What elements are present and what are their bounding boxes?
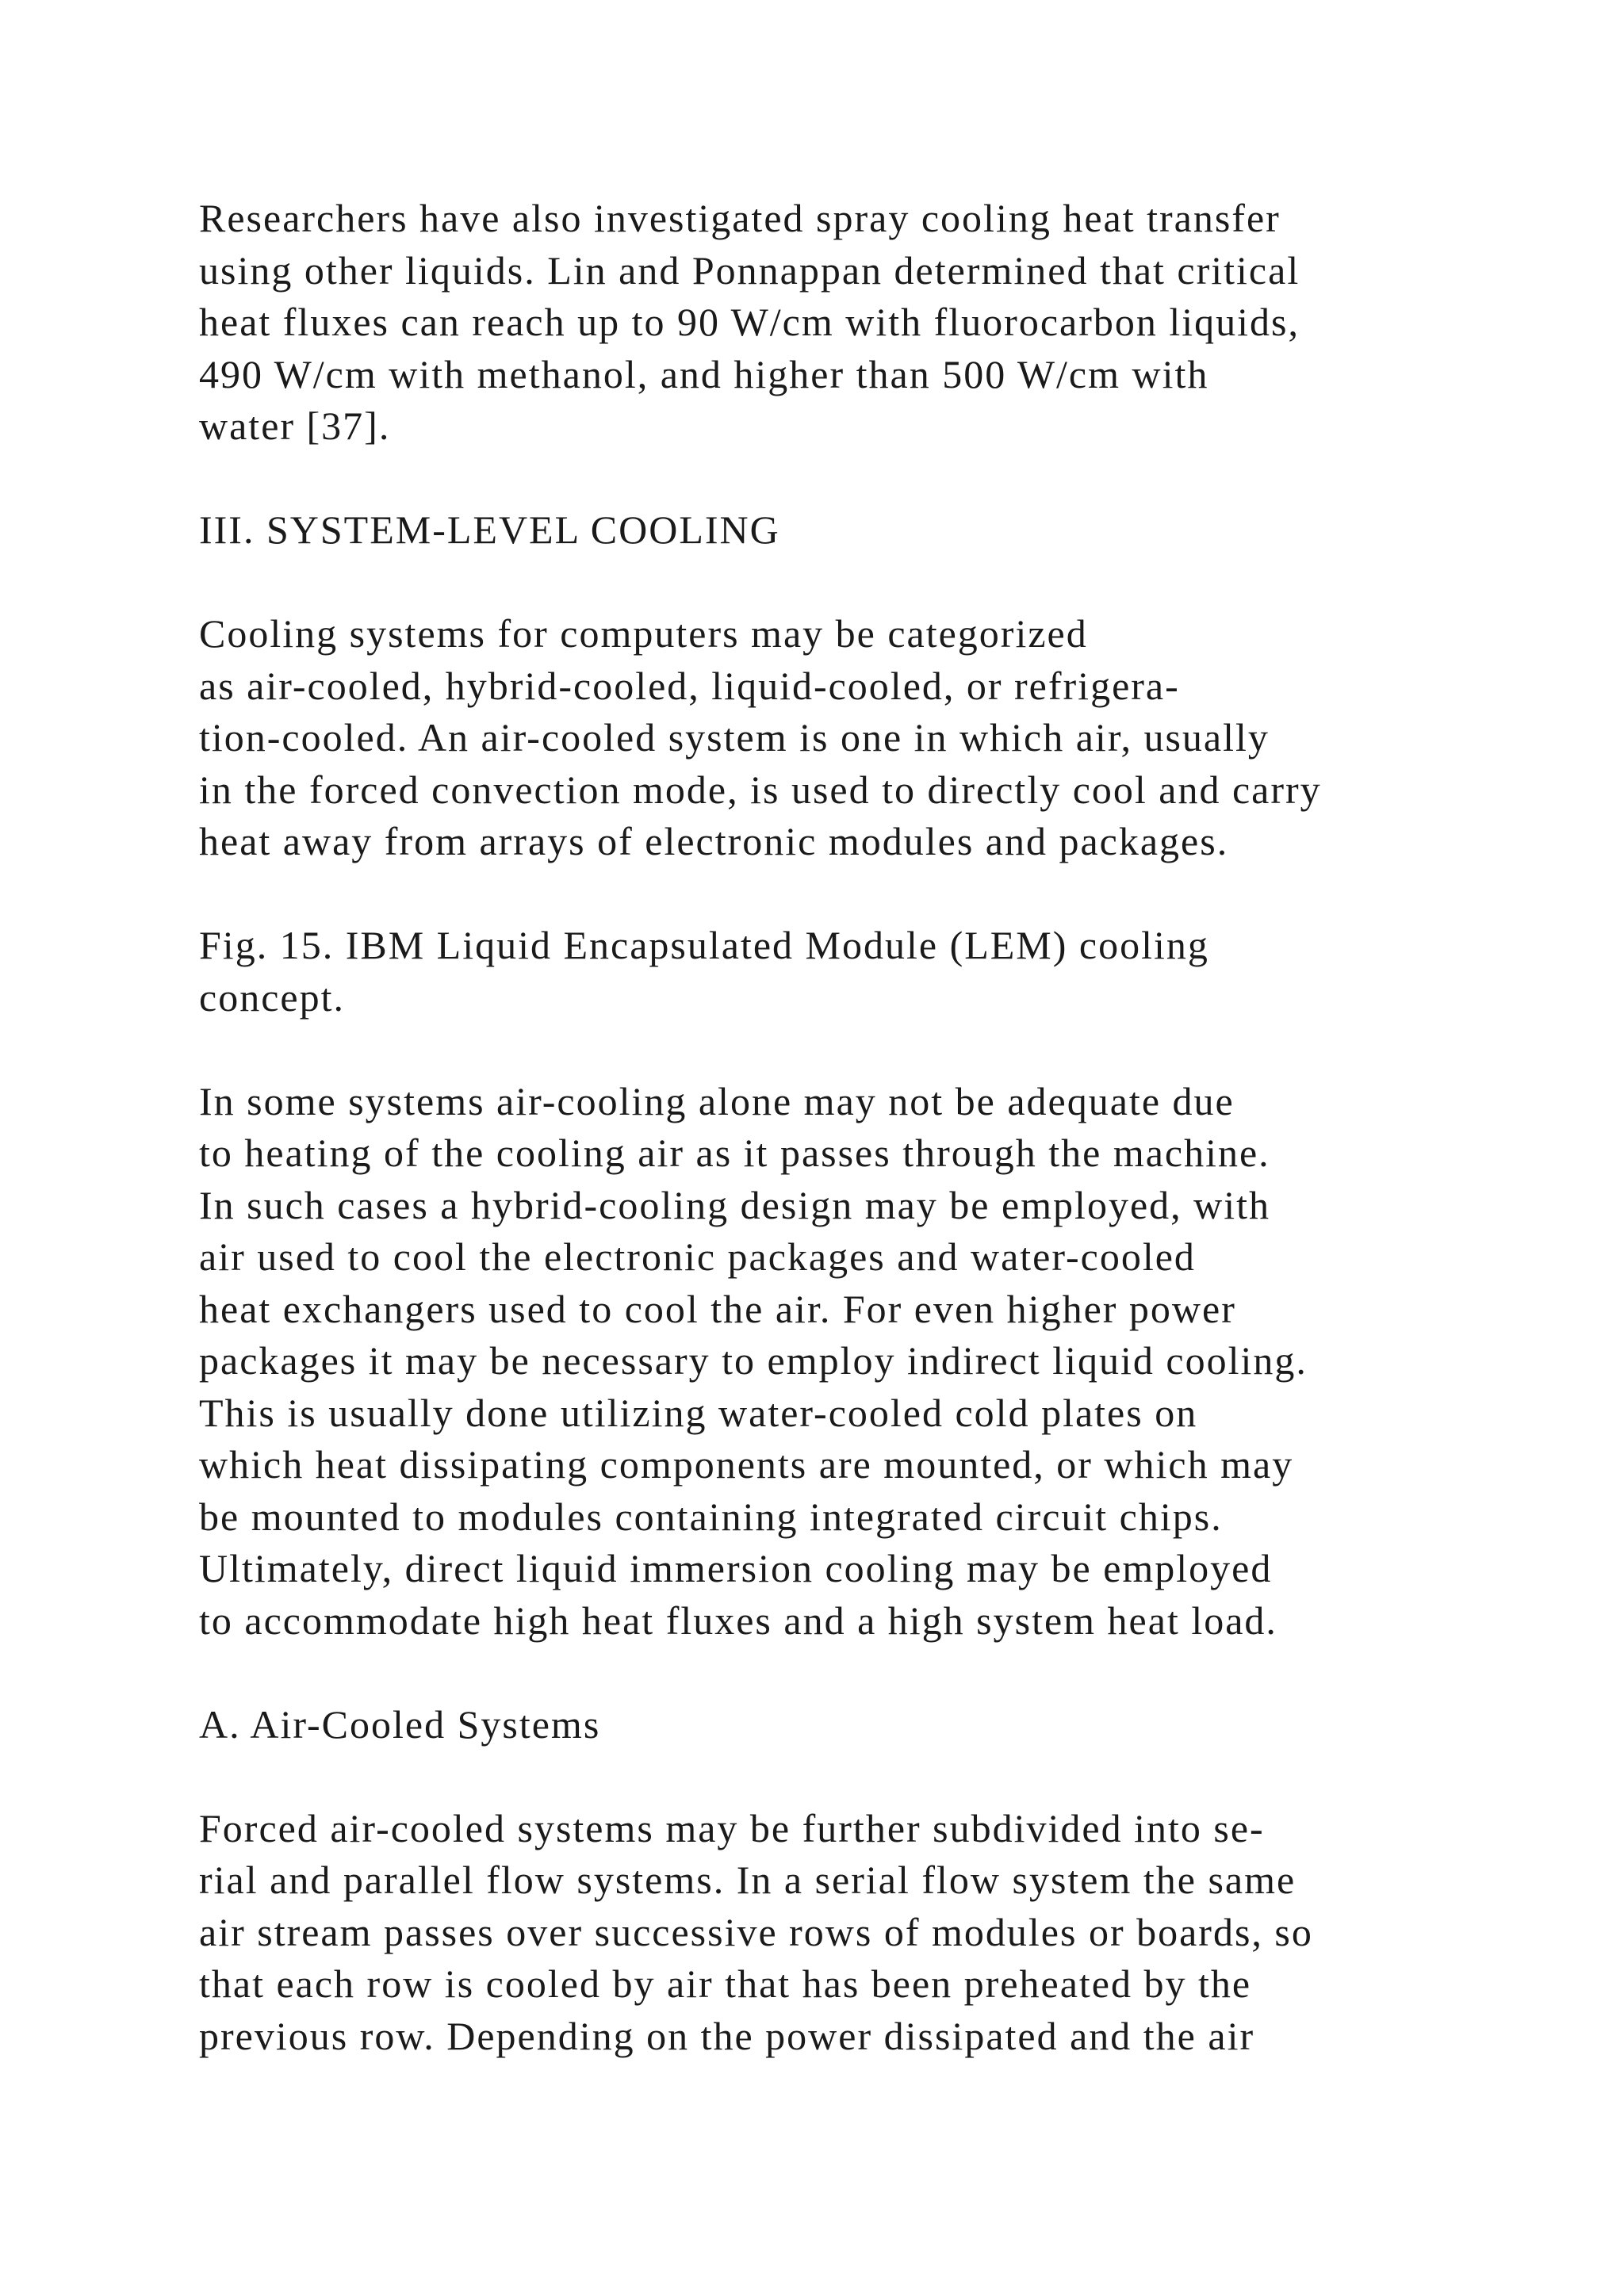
- caption-line: Fig. 15. IBM Liquid Encapsulated Module (LEM) cooling: [199, 923, 1209, 967]
- text-line: air used to cool the electronic packages and water-cooled: [199, 1234, 1196, 1279]
- text-line: air stream passes over successive rows of modules or boards, so: [199, 1909, 1313, 1954]
- document-page: [199, 193, 1595, 2114]
- text-line: using other liquids. Lin and Ponnappan determined that critical: [199, 247, 1300, 293]
- text-line: tion-cooled. An air-cooled system is one in which air, usually: [199, 715, 1270, 760]
- section-heading-system-level-cooling: [199, 504, 1595, 557]
- text-line: packages it may be necessary to employ indirect liquid cooling.: [199, 1338, 1308, 1383]
- text-line: as air-cooled, hybrid-cooled, liquid-cooled, or refrigera-: [199, 663, 1180, 708]
- section-heading-air-cooled-systems: [199, 1699, 1595, 1751]
- paragraph-cooling-categories: [199, 608, 1595, 868]
- text-line: rial and parallel flow systems. In a serial flow system the same: [199, 1858, 1297, 1902]
- figure-caption-15: [199, 920, 1595, 1024]
- text-line: Forced air-cooled systems may be further subdivided into se-: [199, 1805, 1265, 1850]
- text-line: This is usually done utilizing water-cooled cold plates on: [199, 1390, 1198, 1435]
- heading-text: A. Air-Cooled Systems: [199, 1701, 601, 1747]
- text-line: heat exchangers used to cool the air. For even higher power: [199, 1286, 1236, 1331]
- text-line: that each row is cooled by air that has been preheated by the: [199, 1961, 1252, 2006]
- text-line: Ultimately, direct liquid immersion cooling may be employed: [199, 1546, 1273, 1590]
- paragraph-hybrid-cooling: [199, 1076, 1595, 1647]
- text-line: Cooling systems for computers may be categorized: [199, 611, 1088, 656]
- text-line: In some systems air-cooling alone may not be adequate due: [199, 1078, 1235, 1123]
- text-line: heat fluxes can reach up to 90 W/cm with fluorocarbon liquids,: [199, 300, 1300, 344]
- text-line: heat away from arrays of electronic modules and packages.: [199, 819, 1229, 863]
- paragraph-spray-cooling: [199, 193, 1595, 453]
- caption-line: concept.: [199, 974, 345, 1020]
- paragraph-forced-air: [199, 1803, 1595, 2063]
- text-line: In such cases a hybrid-cooling design may be employed, with: [199, 1182, 1271, 1227]
- text-line: Researchers have also investigated spray cooling heat transfer: [199, 196, 1281, 240]
- text-line: water [37].: [199, 404, 391, 448]
- text-line: to heating of the cooling air as it passes through the machine.: [199, 1131, 1270, 1175]
- text-line: previous row. Depending on the power dissipated and the air: [199, 2013, 1255, 2058]
- heading-text: III. SYSTEM-LEVEL COOLING: [199, 507, 780, 552]
- text-line: be mounted to modules containing integrated circuit chips.: [199, 1494, 1223, 1539]
- text-line: 490 W/cm with methanol, and higher than 500 W/cm with: [199, 351, 1209, 396]
- text-line: to accommodate high heat fluxes and a high system heat load.: [199, 1598, 1277, 1643]
- text-line: in the forced convection mode, is used to directly cool and carry: [199, 767, 1322, 812]
- text-line: which heat dissipating components are mounted, or which may: [199, 1442, 1294, 1487]
